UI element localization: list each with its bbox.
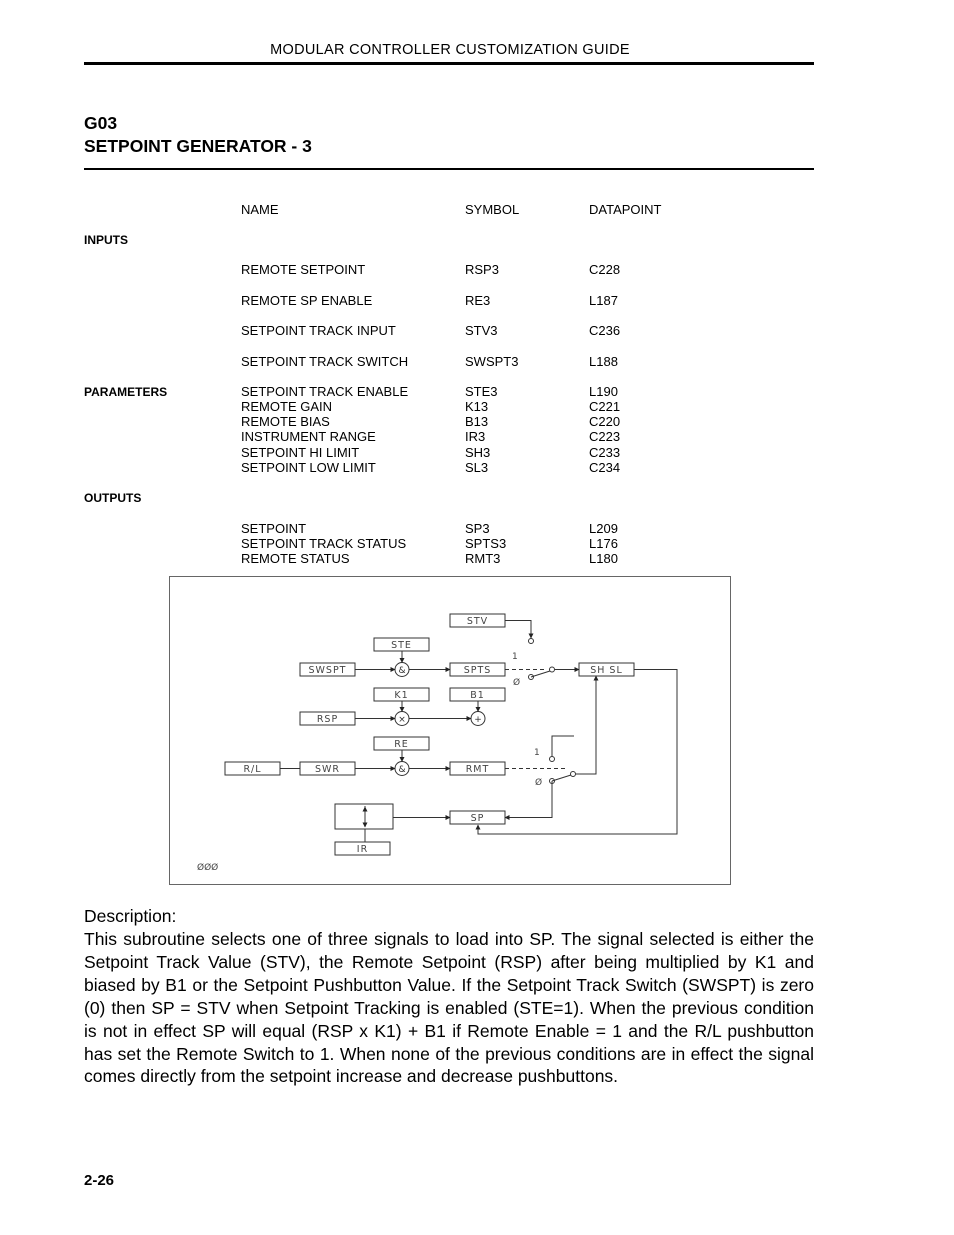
table-row-name: SETPOINT xyxy=(241,521,307,536)
sp-label: SP xyxy=(470,813,485,824)
table-row-symbol: SL3 xyxy=(465,460,489,475)
figure-id: ØØØ xyxy=(197,863,219,873)
table-row-name: SETPOINT TRACK SWITCH xyxy=(241,354,409,369)
block-diagram xyxy=(169,576,731,885)
re-label: RE xyxy=(394,739,409,750)
table-row-name: REMOTE BIAS xyxy=(241,414,330,429)
table-row-symbol: RE3 xyxy=(465,293,491,308)
table-row-datapoint: C223 xyxy=(589,429,621,444)
k1-label: K1 xyxy=(394,690,409,701)
table-row-name: SETPOINT TRACK INPUT xyxy=(241,323,396,338)
b1-label: B1 xyxy=(470,690,485,701)
column-header-datapoint: DATAPOINT xyxy=(589,202,662,217)
table-row-name: SETPOINT TRACK ENABLE xyxy=(241,384,409,399)
sh-sl-label: SH SL xyxy=(590,665,623,676)
switch-bottom-one: 1 xyxy=(534,748,540,758)
swspt-label: SWSPT xyxy=(308,665,347,676)
table-row-datapoint: C220 xyxy=(589,414,621,429)
switch-bottom-zero: Ø xyxy=(535,778,543,788)
table-row-name: SETPOINT TRACK STATUS xyxy=(241,536,407,551)
table-row-datapoint: L187 xyxy=(589,293,618,308)
and-op-2-symbol: & xyxy=(398,765,406,775)
ste-label: STE xyxy=(391,640,412,651)
table-row-symbol: STE3 xyxy=(465,384,498,399)
outputs-label: OUTPUTS xyxy=(84,491,142,505)
description-label: Description: xyxy=(84,906,177,926)
stv-label: STV xyxy=(466,616,489,627)
table-row-symbol: STV3 xyxy=(465,323,498,338)
table-row-datapoint: C233 xyxy=(589,445,621,460)
column-header-symbol: SYMBOL xyxy=(465,202,520,217)
header-rule xyxy=(84,62,814,65)
rsp-label: RSP xyxy=(316,714,339,725)
description-text: This subroutine selects one of three signals to load into SP. The signal selected is either the Setpoint Track Value (STV), the Remote Setpoint (RSP) after being multiplied by K1 and biased by B1 or the Setpoint Pushbutton Value. If the Setpoint Track Switch (SWSPT) is zero (0) then SP = STV when Setpoint Tracking is enabled (STE=1). When the previous condition is not in effect SP will equal (RSP x K1) + B1 if Remote Enable = 1 and the R/L pushbutton has set the Remote Switch to 1. When none of the previous conditions are in effect the signal comes directly from the setpoint increase and decrease pushbuttons. xyxy=(84,929,814,1087)
pushbutton-box xyxy=(335,804,393,829)
table-row-datapoint: L180 xyxy=(589,551,618,566)
table-row-symbol: IR3 xyxy=(465,429,486,444)
parameters-label: PARAMETERS xyxy=(84,385,168,399)
rmt-label: RMT xyxy=(465,764,490,775)
switch-top-zero: Ø xyxy=(513,678,521,688)
table-row-symbol: SWSPT3 xyxy=(465,354,519,369)
table-row-symbol: SPTS3 xyxy=(465,536,507,551)
section-title: SETPOINT GENERATOR - 3 xyxy=(84,136,312,156)
rl-label: R/L xyxy=(243,764,262,775)
page-number: 2-26 xyxy=(84,1172,115,1189)
plus-op-symbol: + xyxy=(474,715,482,725)
table-row-name: REMOTE STATUS xyxy=(241,551,350,566)
table-row-datapoint: C228 xyxy=(589,262,621,277)
table-row-datapoint: L176 xyxy=(589,536,618,551)
table-row-symbol: RSP3 xyxy=(465,262,499,277)
table-row-datapoint: L188 xyxy=(589,354,618,369)
table-row-symbol: B13 xyxy=(465,414,489,429)
table-row-name: REMOTE SP ENABLE xyxy=(241,293,373,308)
section-code: G03 xyxy=(84,113,118,133)
table-row-symbol: K13 xyxy=(465,399,489,414)
table-row-name: REMOTE GAIN xyxy=(241,399,333,414)
table-row-symbol: SH3 xyxy=(465,445,491,460)
running-header: MODULAR CONTROLLER CUSTOMIZATION GUIDE xyxy=(270,42,630,58)
table-row-symbol: RMT3 xyxy=(465,551,501,566)
column-header-name: NAME xyxy=(241,202,279,217)
table-row-datapoint: L209 xyxy=(589,521,618,536)
title-rule xyxy=(84,168,814,170)
table-row-datapoint: C236 xyxy=(589,323,621,338)
table-row-symbol: SP3 xyxy=(465,521,490,536)
inputs-label: INPUTS xyxy=(84,233,129,247)
table-row-datapoint: C234 xyxy=(589,460,621,475)
ir-label: IR xyxy=(356,844,369,855)
mult-op-symbol: × xyxy=(398,715,406,725)
switch-top-one: 1 xyxy=(512,652,518,662)
table-row-name: SETPOINT HI LIMIT xyxy=(241,445,360,460)
table-row-datapoint: L190 xyxy=(589,384,618,399)
spts-label: SPTS xyxy=(463,665,492,676)
table-row-name: INSTRUMENT RANGE xyxy=(241,429,376,444)
table-row-datapoint: C221 xyxy=(589,399,621,414)
table-row-name: SETPOINT LOW LIMIT xyxy=(241,460,376,475)
table-row-name: REMOTE SETPOINT xyxy=(241,262,366,277)
and-op-1-symbol: & xyxy=(398,666,406,676)
swr-label: SWR xyxy=(314,764,341,775)
